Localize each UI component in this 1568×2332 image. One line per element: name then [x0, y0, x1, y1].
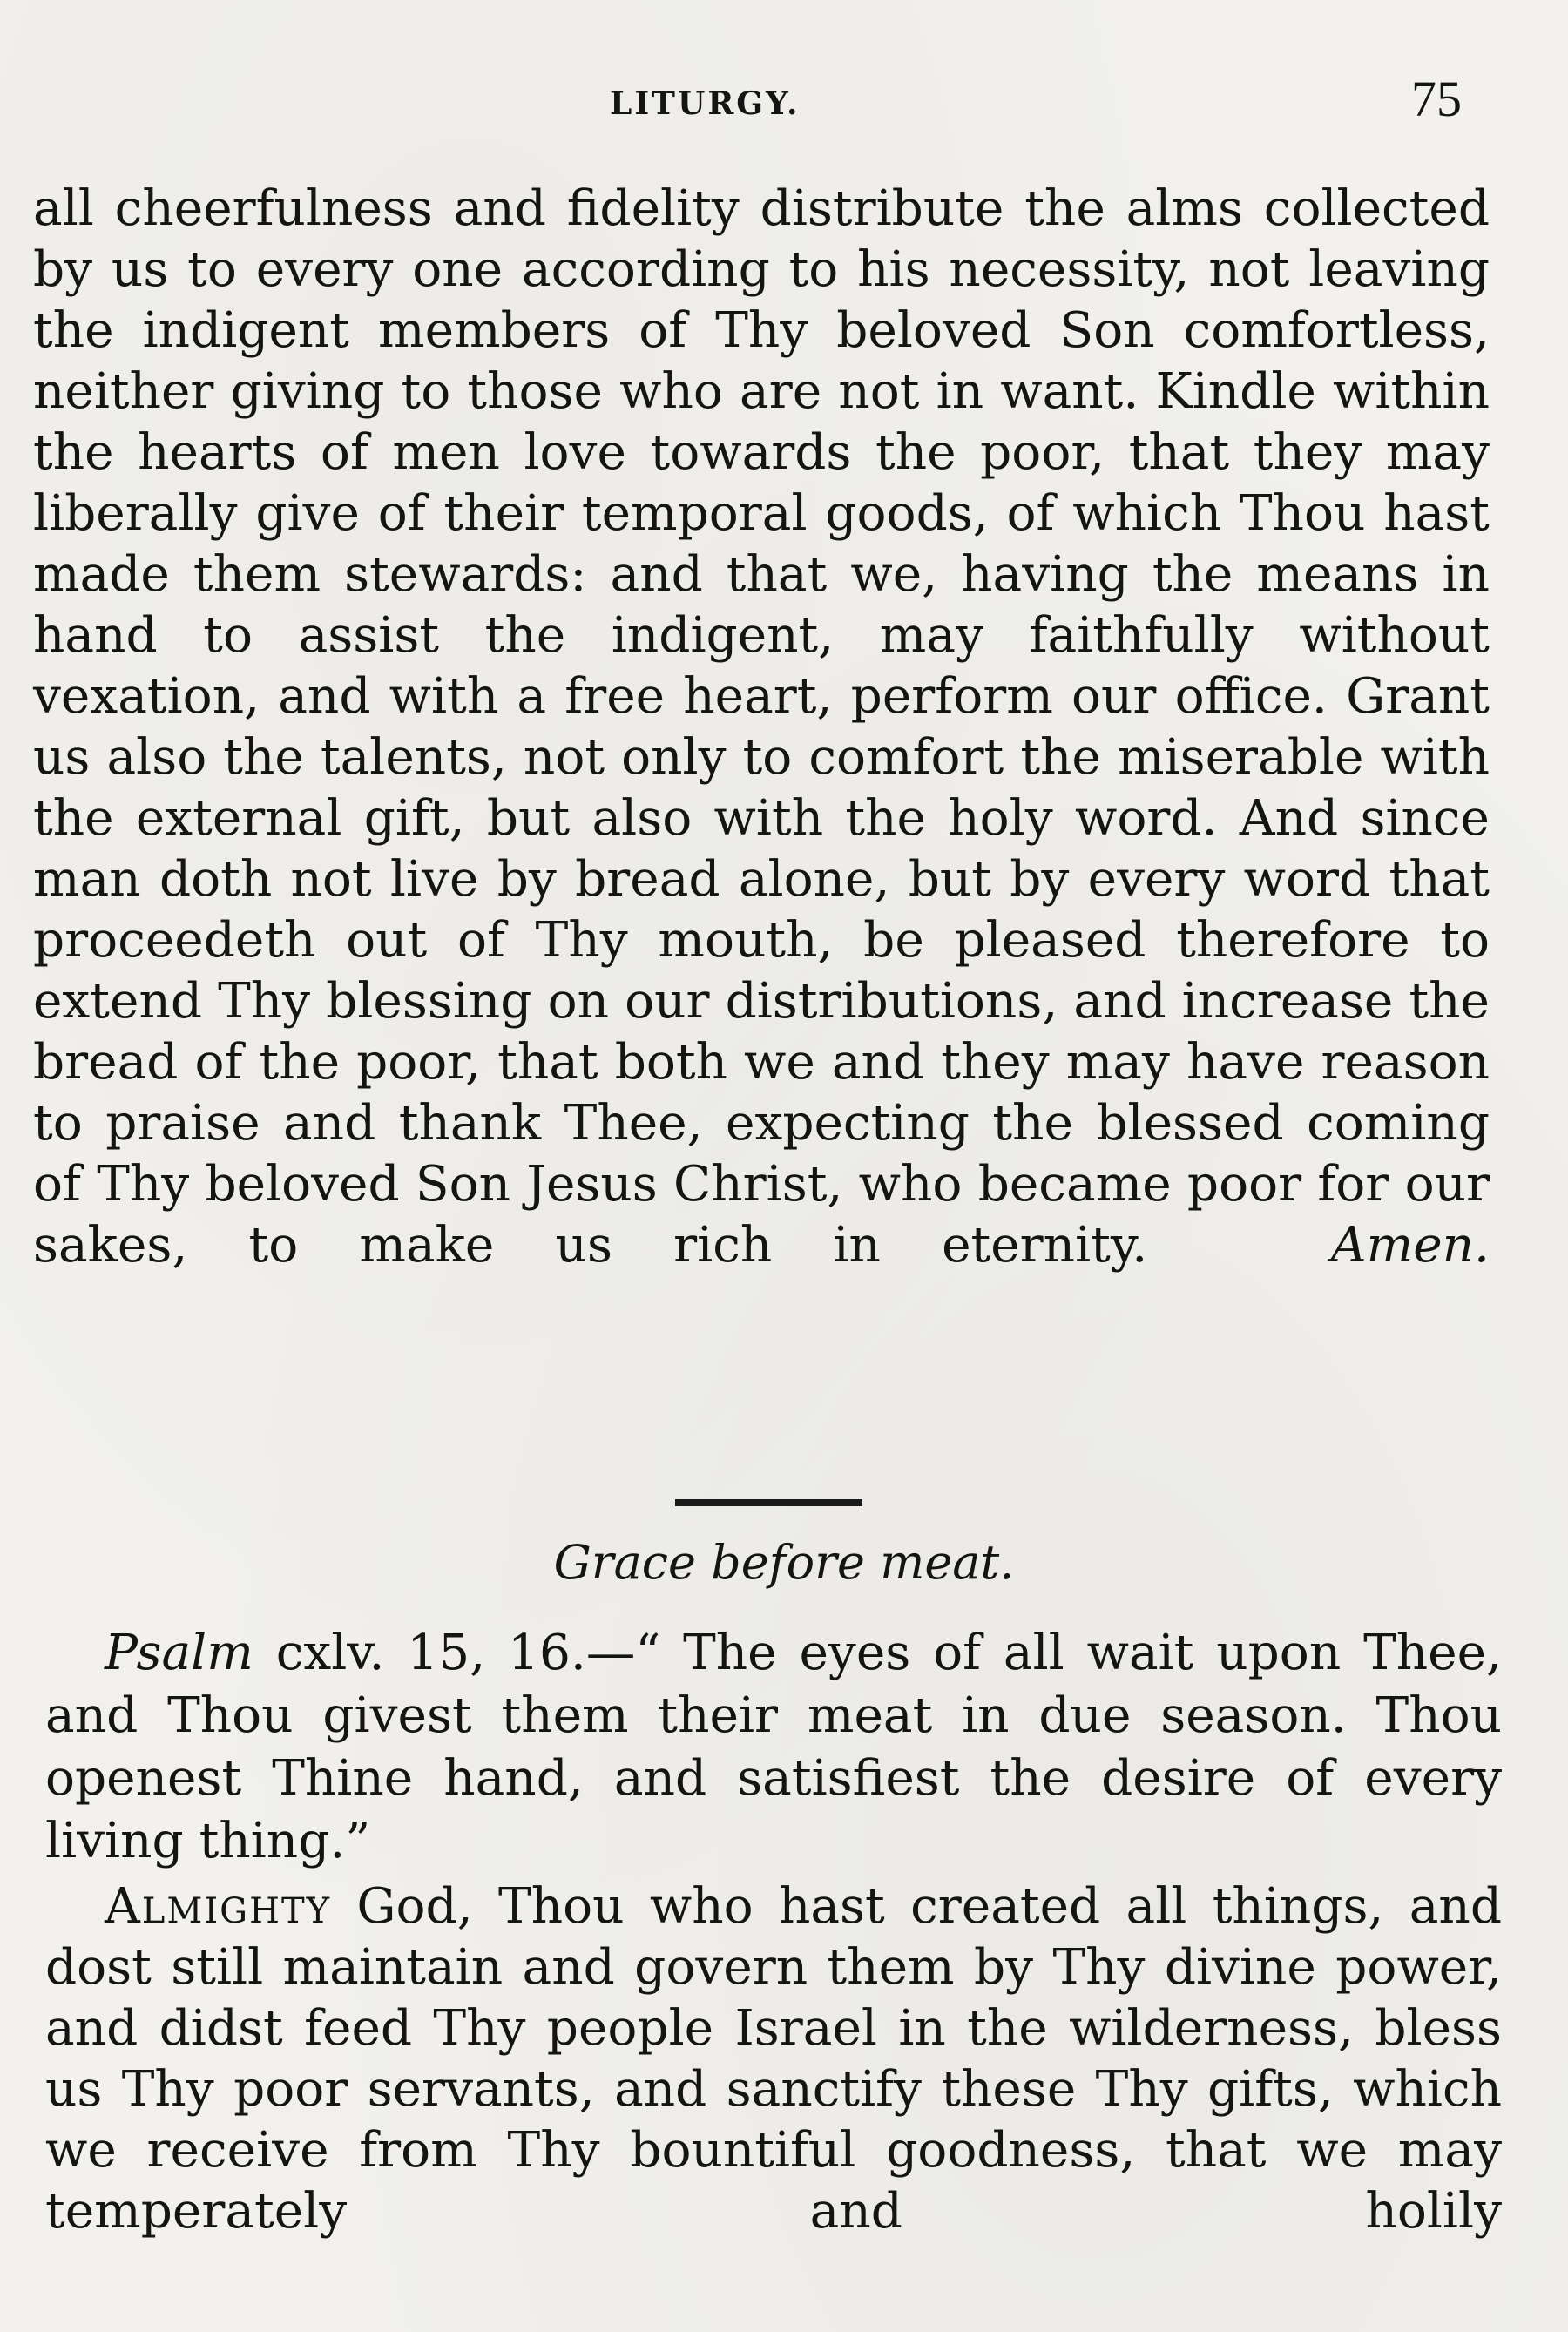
prayer-continuation [33, 179, 1490, 1276]
running-header [0, 71, 1568, 129]
paragraph [33, 179, 1490, 1276]
prayer-lead-word: Almighty [105, 1878, 332, 1935]
running-title: LITURGY. [610, 85, 801, 122]
page-number: 75 [1411, 71, 1462, 127]
prayer-text: God, Thou who hast created all things, and dost still maintain and govern them by Thy divine power, and didst feed Thy people Israel in the wilderness, bless us Thy poor servants, and sanctify these Thy gifts, which we receive from Thy bountiful goodness, that we may temperately and holily [45, 1878, 1502, 2240]
psalm-text: cxlv. 15, 16.—“ The eyes of all wait upon Thee, and Thou givest them their meat in due season. Thou openest Thine hand, and satisfiest the desire of every living thing.” [45, 1625, 1502, 1869]
psalm-quotation [45, 1622, 1502, 1873]
psalm-reference: Psalm [105, 1625, 253, 1681]
section-heading: Grace before meat. [553, 1535, 1015, 1590]
section-divider [675, 1499, 862, 1506]
psalm-paragraph [45, 1622, 1502, 1873]
prayer-paragraph [45, 1876, 1502, 2242]
paragraph-text: all cheerfulness and fidelity distribute the alms collected by us to every one according to his necessity, not leaving the indigent members of Thy beloved Son comfortless, neither giving to those who are not in want. Kindle within the hearts of men love towards the poor, that they may liberally give of their temporal goods, of which Thou hast made them stewards: and that we, having the means in hand to assist the indigent, may faithfully without vexation, and with a free heart, perform our office. Grant us also the talents, not only to comfort the miserable with the external gift, but also with the holy word. And since man doth not live by bread alone, but by every word that proceedeth out of Thy mouth, be pleased therefore to extend Thy blessing on our distributions, and increase the bread of the poor, that both we and they may have reason to praise and thank Thee, expecting the blessed coming of Thy beloved Son Jesus Christ, who became poor for our sakes, to make us rich in eternity. [33, 180, 1490, 1274]
amen-text: Amen. [1330, 1217, 1490, 1274]
grace-prayer [45, 1876, 1502, 2242]
